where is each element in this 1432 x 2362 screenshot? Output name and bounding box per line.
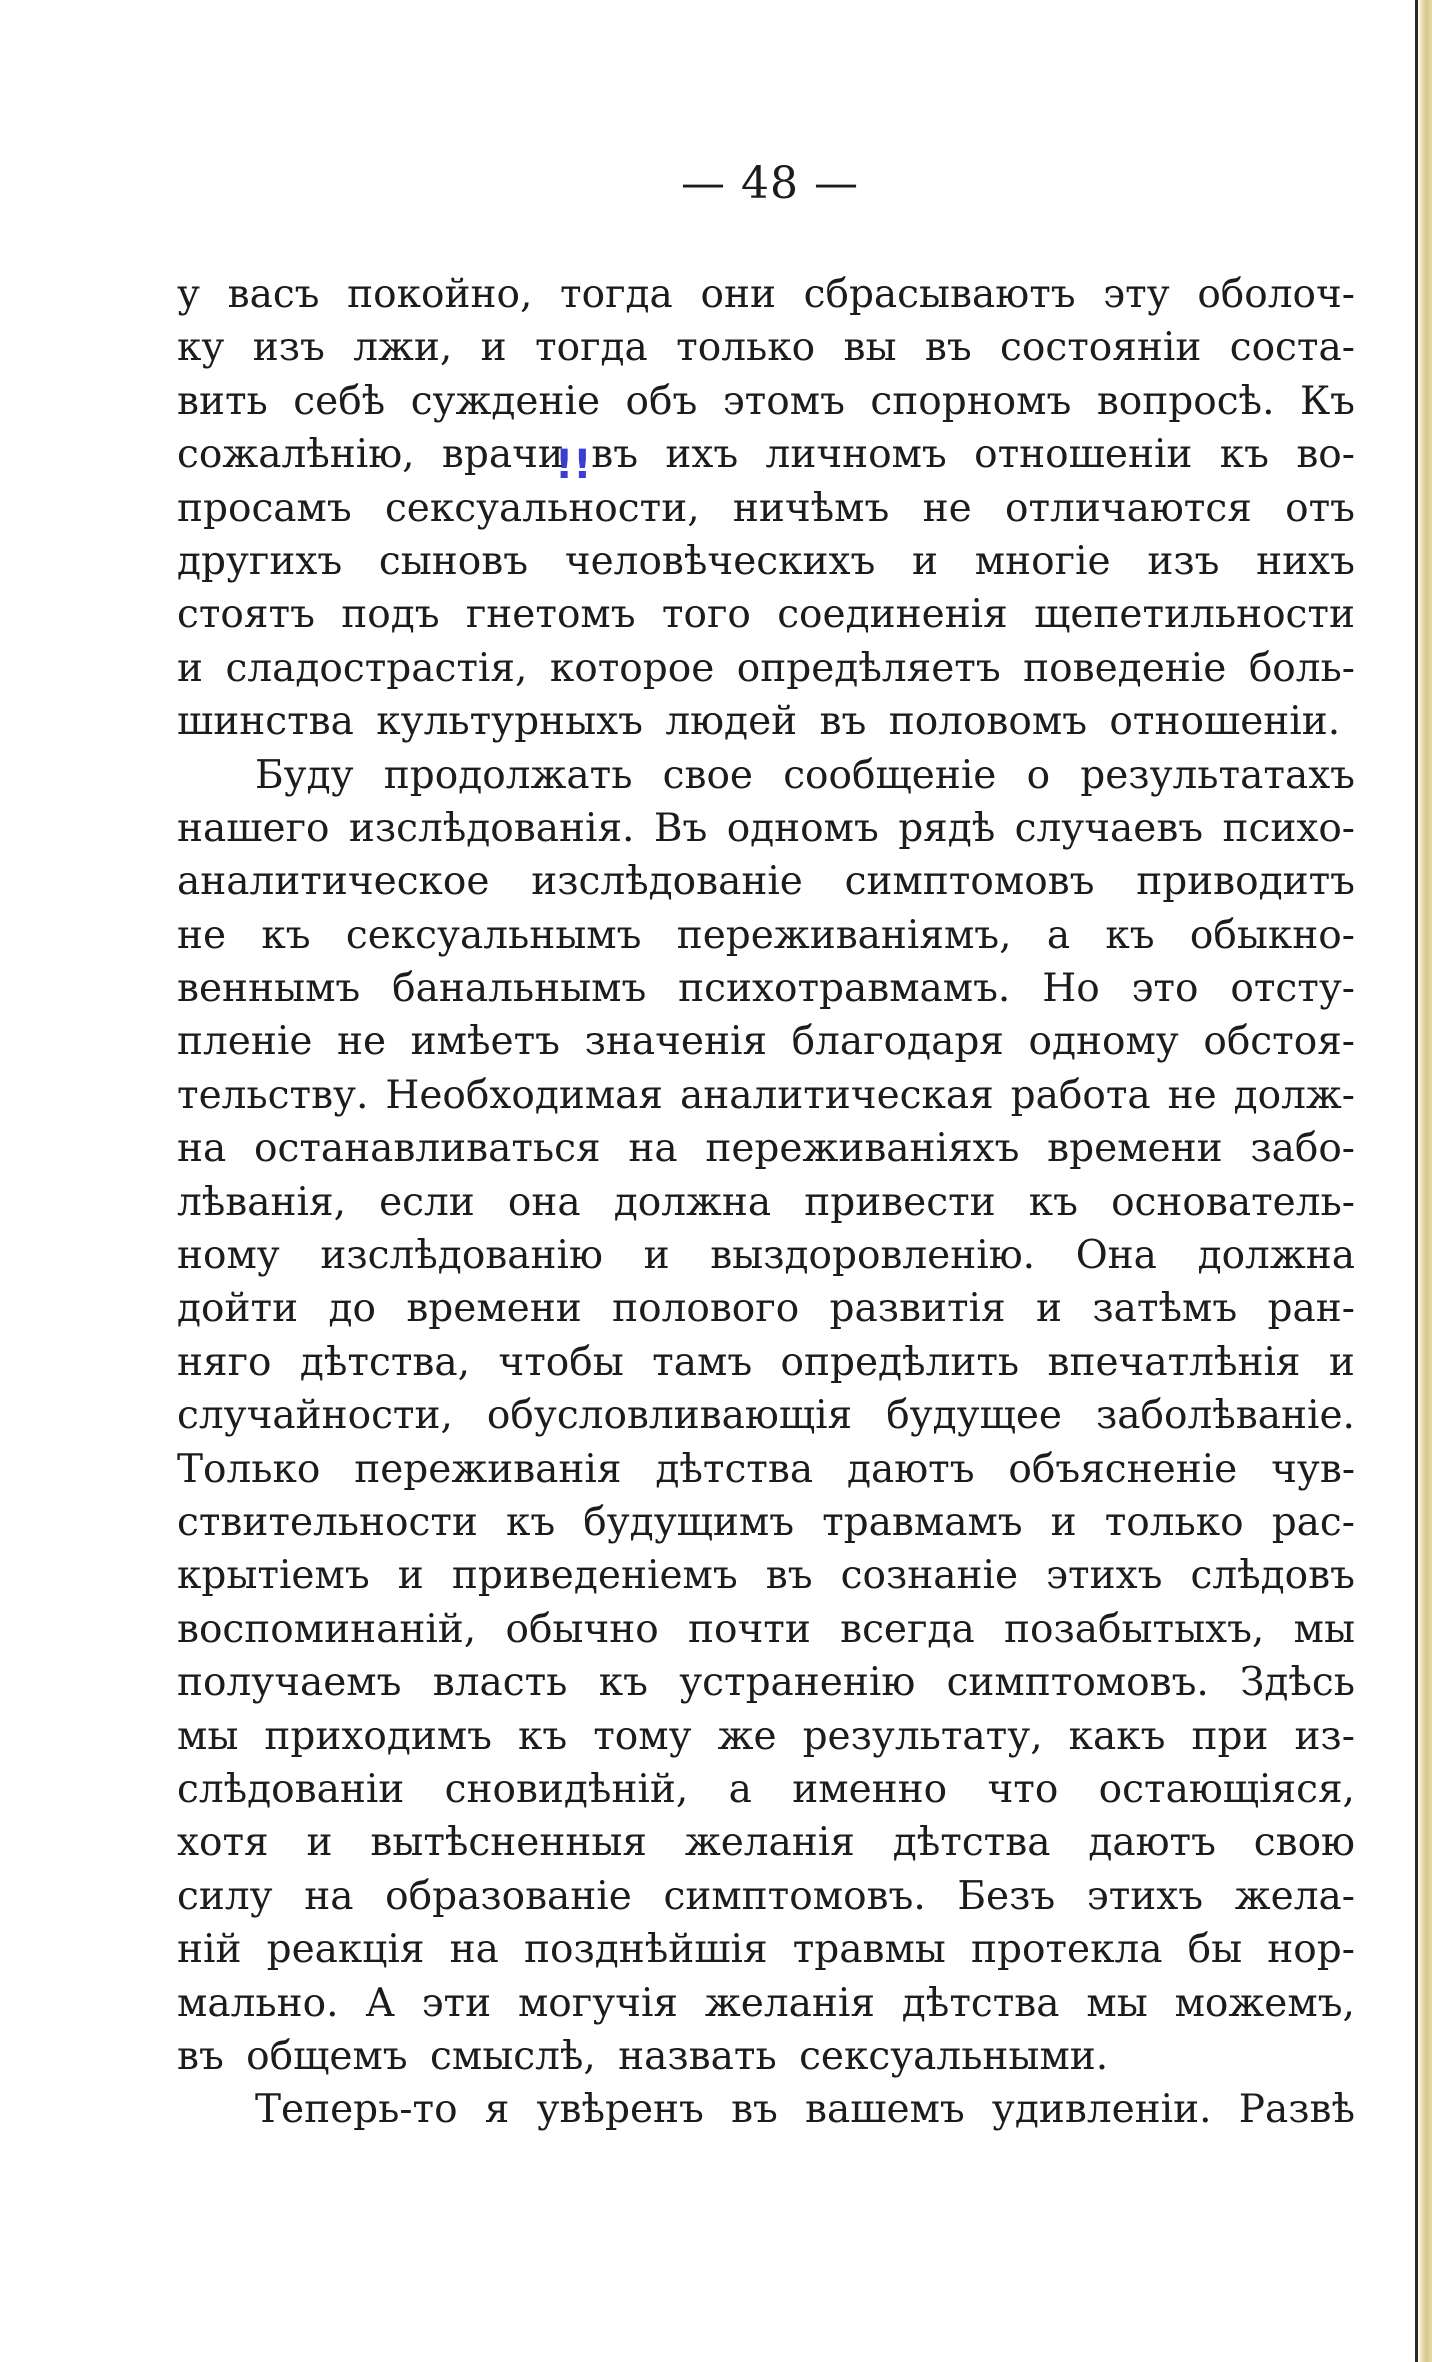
text-line: веннымъ банальнымъ психотравмамъ. Но это отсту- bbox=[177, 966, 1355, 1012]
text-line: и сладострастія, которое опредѣляетъ поведеніе боль- bbox=[177, 645, 1355, 691]
text-line: нашего изслѣдованія. Въ одномъ рядѣ случаевъ психо- bbox=[177, 805, 1355, 851]
text-line: просамъ сексуальности, ничѣмъ не отличаются отъ bbox=[177, 485, 1355, 531]
text-line: другихъ сыновъ человѣческихъ и многіе изъ нихъ bbox=[177, 538, 1355, 584]
text-line: ствительности къ будущимъ травмамъ и только рас- bbox=[177, 1499, 1355, 1545]
text-line: слѣдованіи сновидѣній, а именно что остающіяся, bbox=[177, 1766, 1355, 1812]
text-line: получаемъ власть къ устраненію симптомовъ. Здѣсь bbox=[177, 1660, 1355, 1706]
text-line: пленіе не имѣетъ значенія благодаря одному обстоя- bbox=[177, 1019, 1355, 1065]
text-line: въ общемъ смыслѣ, назвать сексуальными. bbox=[177, 2033, 1109, 2079]
paragraph bbox=[177, 268, 1355, 749]
text-line: лѣванія, если она должна привести къ основатель- bbox=[177, 1179, 1355, 1225]
text-line: мально. А эти могучія желанія дѣтства мы можемъ, bbox=[177, 1980, 1355, 2026]
text-line: силу на образованіе симптомовъ. Безъ этихъ жела- bbox=[177, 1873, 1355, 1919]
page-edge-paper bbox=[1418, 0, 1432, 2362]
text-line: воспоминаній, обычно почти всегда позабытыхъ, мы bbox=[177, 1606, 1355, 1652]
text-line: дойти до времени полового развитія и затѣмъ ран- bbox=[177, 1286, 1355, 1332]
text-line: ку изъ лжи, и тогда только вы въ состояніи соста- bbox=[177, 325, 1355, 371]
text-line: хотя и вытѣсненныя желанія дѣтства даютъ свою bbox=[177, 1820, 1355, 1866]
pencil-annotation: !! bbox=[555, 442, 592, 488]
text-line: ному изслѣдованію и выздоровленію. Она должна bbox=[177, 1233, 1355, 1279]
text-line: Теперь-то я увѣренъ въ вашемъ удивленіи. Развѣ bbox=[255, 2087, 1355, 2133]
text-line: на останавливаться на переживаніяхъ времени забо- bbox=[177, 1126, 1355, 1172]
text-line: крытіемъ и приведеніемъ въ сознаніе этихъ слѣдовъ bbox=[177, 1553, 1355, 1599]
text-line: у васъ покойно, тогда они сбрасываютъ эту оболоч- bbox=[177, 272, 1355, 317]
text-line: ній реакція на позднѣйшія травмы протекла бы нор- bbox=[177, 1927, 1355, 1973]
text-line: тельству. Необходимая аналитическая работа не долж- bbox=[177, 1072, 1355, 1118]
text-line: шинства культурныхъ людей въ половомъ отношеніи. bbox=[177, 699, 1341, 745]
text-line: Только переживанія дѣтства даютъ объясненіе чув- bbox=[177, 1446, 1355, 1492]
text-line: вить себѣ сужденіе объ этомъ спорномъ вопросѣ. Къ bbox=[177, 378, 1355, 424]
text-line: сожалѣнію, врачи въ ихъ личномъ отношеніи къ во- bbox=[177, 432, 1355, 478]
page-number: — 48 — bbox=[681, 158, 859, 209]
text-line: стоятъ подъ гнетомъ того соединенія щепетильности bbox=[177, 592, 1355, 638]
text-line: аналитическое изслѣдованіе симптомовъ приводитъ bbox=[177, 859, 1355, 905]
body-text bbox=[177, 268, 1355, 2137]
text-line: случайности, обусловливающія будущее заболѣваніе. bbox=[177, 1393, 1355, 1439]
paragraph bbox=[177, 2083, 1355, 2136]
text-line: не къ сексуальнымъ переживаніямъ, а къ обыкно- bbox=[177, 912, 1355, 958]
text-line: Буду продолжать свое сообщеніе о результатахъ bbox=[255, 752, 1355, 798]
paragraph bbox=[177, 749, 1355, 2084]
text-line: мы приходимъ къ тому же результату, какъ при из- bbox=[177, 1713, 1355, 1759]
text-line: няго дѣтства, чтобы тамъ опредѣлить впечатлѣнія и bbox=[177, 1339, 1355, 1385]
